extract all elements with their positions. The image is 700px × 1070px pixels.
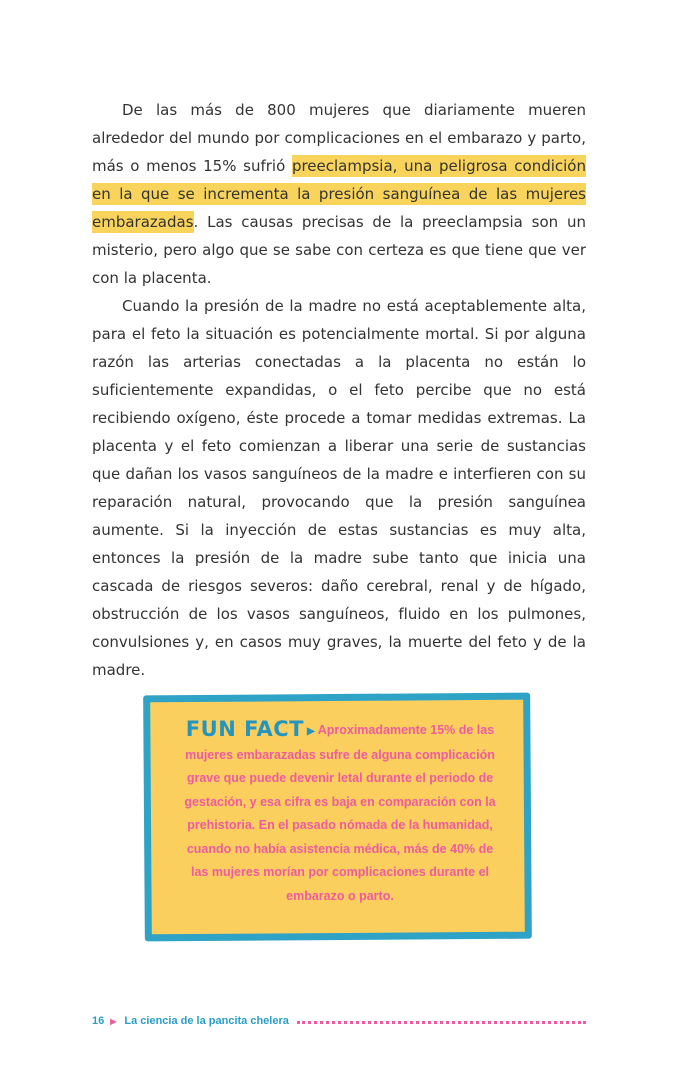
paragraph-1-start: De las más de 800 mujeres que diariamente mueren alrededor del mundo por complicaciones en el embarazo y parto, más o menos 15% sufrió <box>92 101 586 175</box>
page-number: 16 <box>92 1015 105 1027</box>
fun-fact-title: FUN FACT <box>185 717 305 741</box>
highlighted-text: preeclampsia, una peligrosa condición en la que se incrementa la presión sanguínea de las mujeres embarazadas <box>92 157 586 231</box>
triangle-right-icon: ▶ <box>307 726 315 737</box>
body-text <box>92 96 586 684</box>
paragraph-1 <box>92 96 586 292</box>
fun-fact-text: Aproximadamente 15% de las mujeres embarazadas sufre de alguna complicación grave que puede devenir letal durante el periodo de gestación, y esa cifra es baja en comparación con la prehistoria. En el pasado nómada de la humanidad, cuando no había asistencia médica, más de 40% de las mujeres morían por complicaciones durante el embarazo o parto. <box>184 723 496 903</box>
fun-fact-callout <box>140 688 535 946</box>
dotted-leader <box>297 1021 586 1024</box>
book-title: La ciencia de la pancita chelera <box>124 1015 289 1027</box>
page-footer <box>92 1012 586 1030</box>
paragraph-1-end: . Las causas precisas de la preeclampsia son un misterio, pero algo que se sabe con certeza es que tiene que ver con la placenta. <box>92 213 586 287</box>
paragraph-2: Cuando la presión de la madre no está aceptablemente alta, para el feto la situación es potencialmente mortal. Si por alguna razón las arterias conectadas a la placenta no están lo suficientemente expandidas, o el feto percibe que no está recibiendo oxígeno, éste procede a tomar medidas extremas. La placenta y el feto comienzan a liberar una serie de sustancias que dañan los vasos sanguíneos de la madre e interfieren con su reparación natural, provocando que la presión sanguínea aumente. Si la inyección de estas sustancias es muy alta, entonces la presión de la madre sube tanto que inicia una cascada de riesgos severos: daño cerebral, renal y de hígado, obstrucción de los vasos sanguíneos, fluido en los pulmones, convulsiones y, en casos muy graves, la muerte del feto y de la madre. <box>92 297 586 679</box>
fun-fact-content <box>180 718 500 908</box>
triangle-right-icon: ▶ <box>110 1016 117 1026</box>
